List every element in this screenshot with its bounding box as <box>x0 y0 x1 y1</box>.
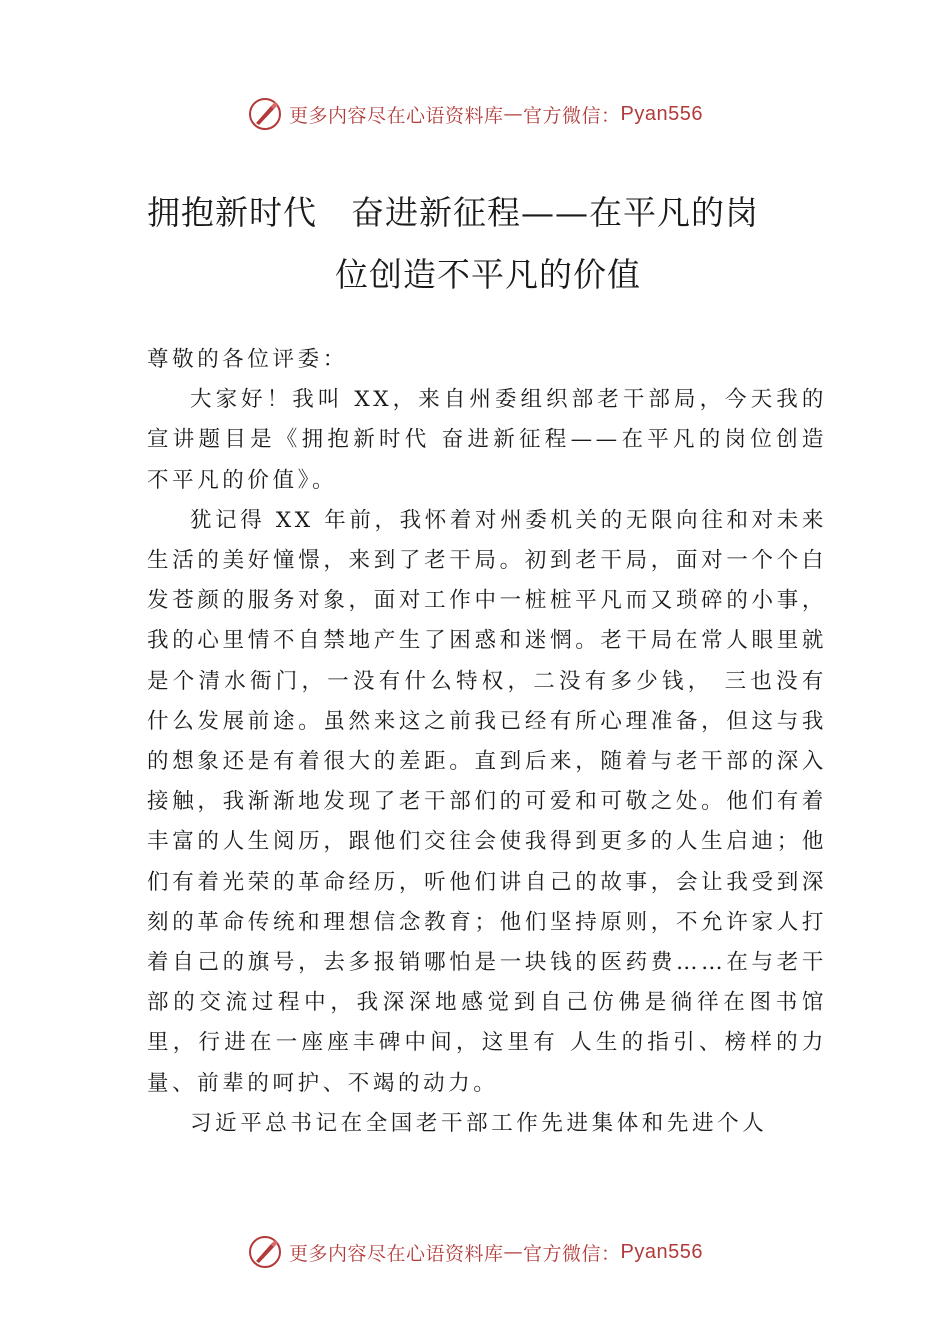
watermark-wechat-id: Pyan556 <box>620 102 703 125</box>
watermark-wechat-id: Pyan556 <box>620 1240 703 1263</box>
watermark-text: 更多内容尽在心语资料库 <box>289 1242 504 1265</box>
paragraph: 习近平总书记在全国老干部工作先进集体和先进个人 <box>190 1110 768 1136</box>
pen-logo-icon <box>247 96 283 132</box>
pen-logo-icon <box>247 1234 283 1270</box>
title-line-2: 位创造不平凡的价值 <box>335 255 641 294</box>
watermark-header <box>0 94 950 134</box>
watermark-text: 更多内容尽在心语资料库 <box>289 104 504 127</box>
paragraph: 犹记得 XX 年前，我怀着对州委机关的无限向往和对未来生活的美好憧憬，来到了老干局。初到老干局，面对一个个白发苍颜的服务对象，面对工作中一桩桩平凡而又琐碎的小事，我的心里情不自禁地产生了困惑和迷惘。老干局在常人眼里就是个清水衙门，一没有什么特权，二没有多少钱， 三也没有什么发展前途。虽然来这之前我已经有所心理准备，但这与我的想象还是有着很大的差距。直到后来，随着与老干部的深入接触，我渐渐地发现了老干部们的可爱和可敬之处。他们有着丰富的人生阅历，跟他们交往会使我得到更多的人生启迪；他们有着光荣的革命经历，听他们讲自己的故事，会让我受到深刻的革命传统和理想信念教育；他们坚持原则，不允许家人打着自己的旗号，去多报销哪怕是一块钱的医药费……在与老干部的交流过程中，我深深地感觉到自己仿佛是徜徉在图书馆里，行进在一座座丰碑中间，这里有 人生的指引、榜样的力量、前辈的呵护、不竭的动力。 <box>147 507 827 1096</box>
paragraph: 大家好！我叫 XX，来自州委组织部老干部局，今天我的宣讲题目是《拥抱新时代 奋进新征程——在平凡的岗位创造不平凡的价值》。 <box>147 387 827 493</box>
salutation: 尊敬的各位评委： <box>147 347 348 372</box>
title-line-1: 拥抱新时代 奋进新征程——在平凡的岗 <box>147 193 759 232</box>
watermark-dash: — <box>503 103 524 125</box>
watermark-wechat-label: 官方微信： <box>523 1242 621 1265</box>
document-title <box>147 182 807 306</box>
watermark-dash: — <box>503 1241 524 1263</box>
document-body <box>147 340 827 1144</box>
watermark-wechat-label: 官方微信： <box>523 104 621 127</box>
watermark-footer <box>0 1232 950 1272</box>
